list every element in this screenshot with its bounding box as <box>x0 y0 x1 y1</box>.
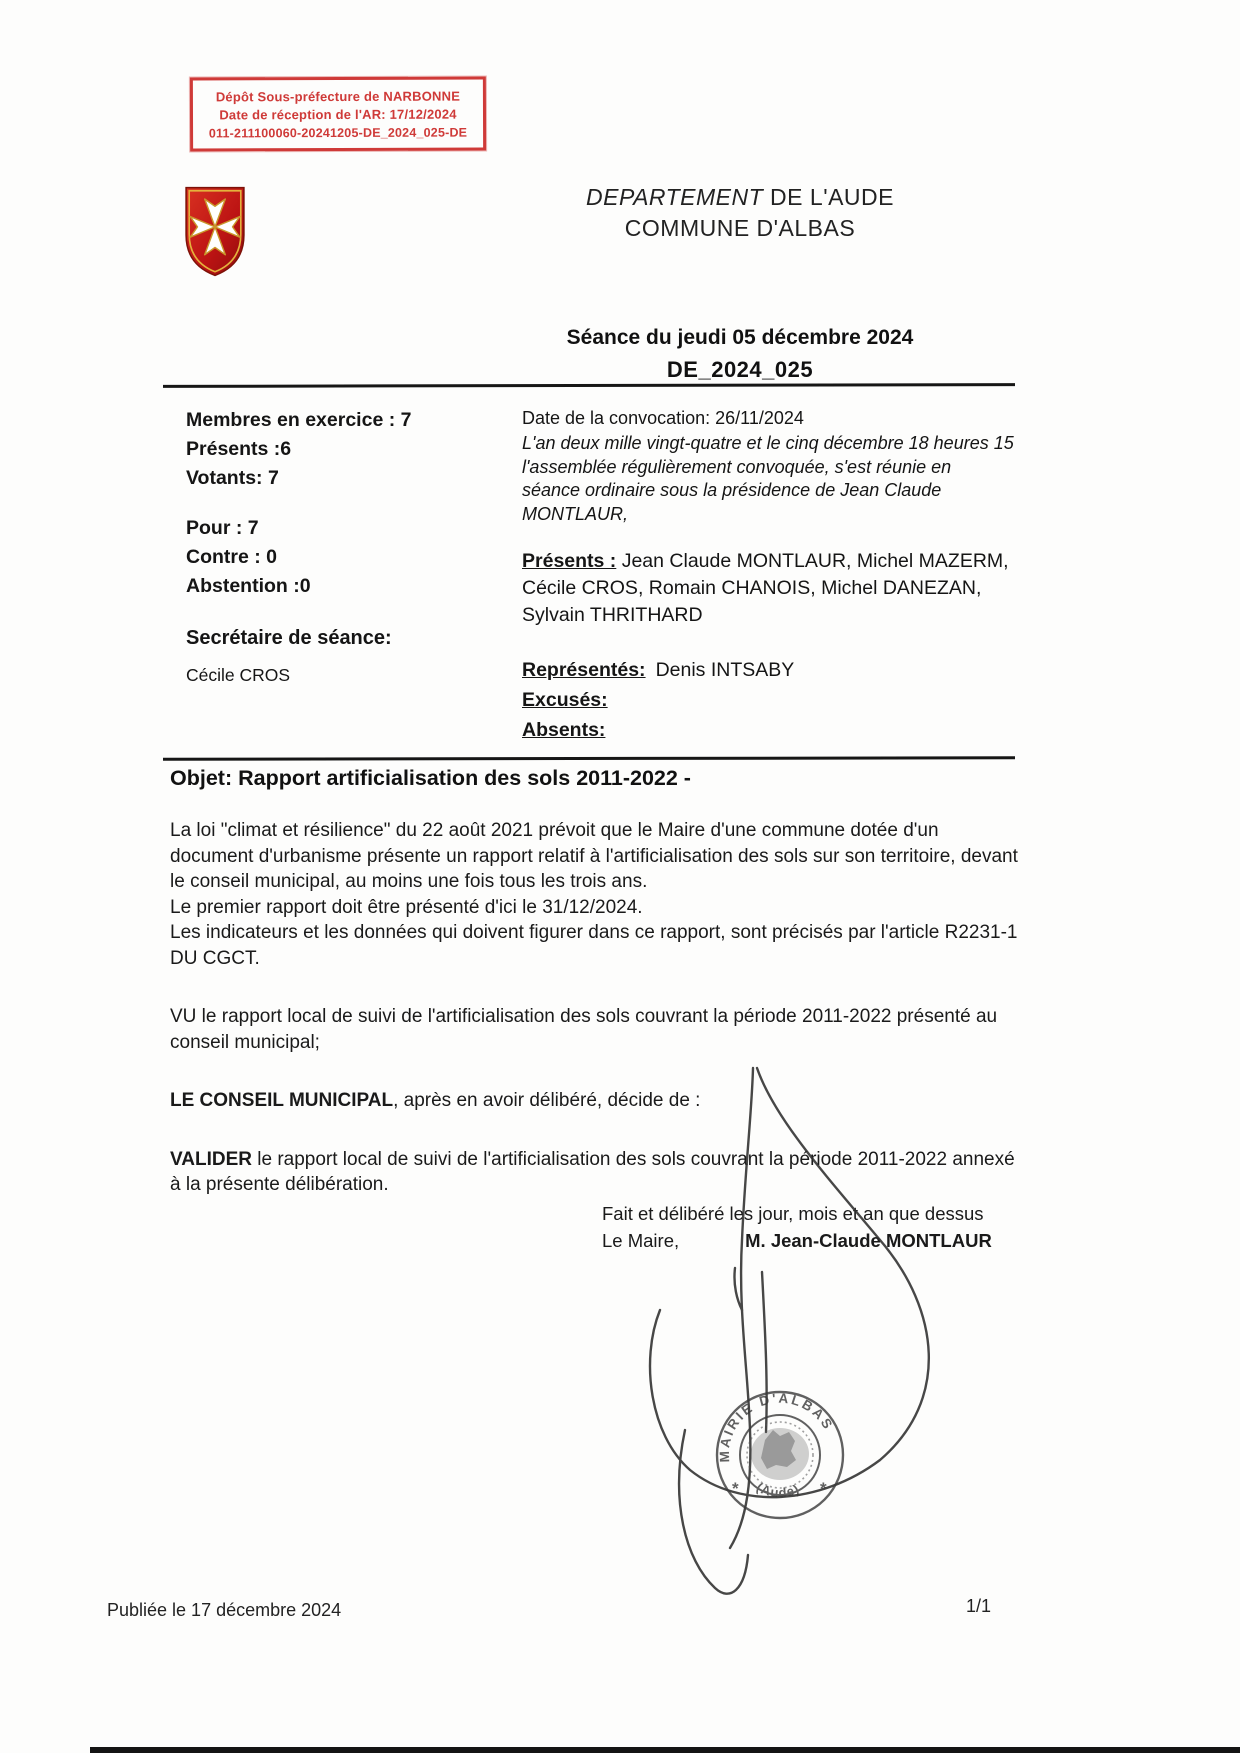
stamp-star-right: * <box>820 1479 827 1498</box>
mayor-label: Le Maire, <box>602 1230 680 1251</box>
votants-count: Votants: 7 <box>186 467 279 489</box>
contre-count: Contre : 0 <box>186 546 278 568</box>
department-title <box>470 182 1010 213</box>
body-paragraph-decision <box>170 1088 1020 1114</box>
scan-edge-artifact <box>90 1747 1240 1753</box>
representes-names: Denis INTSABY <box>655 659 795 681</box>
valider-bold: VALIDER <box>170 1148 252 1170</box>
deliberation-reference: DE_2024_025 <box>666 357 814 382</box>
commune-coat-of-arms <box>183 185 247 282</box>
excuses-label: Excusés: <box>522 689 608 711</box>
presents-names: Jean Claude MONTLAUR, Michel MAZERM, Cécile CROS, Romain CHANOIS, Michel DANEZAN, Sylvain THRITHARD <box>522 550 1009 626</box>
mayor-line <box>602 1227 992 1254</box>
object-heading: Objet: Rapport artificialisation des sols 2011-2022 - <box>170 766 691 790</box>
body-paragraph-indicators: Les indicateurs et les données qui doivent figurer dans ce rapport, sont précisés par l'article R2231-1 DU CGCT. <box>170 922 1018 969</box>
conseil-municipal-bold: LE CONSEIL MUNICIPAL <box>170 1090 394 1111</box>
department-rest: DE L'AUDE <box>763 184 894 210</box>
presents-count: Présents :6 <box>186 438 292 460</box>
prefecture-reception-stamp <box>190 76 486 151</box>
department-word: DEPARTEMENT <box>586 184 764 210</box>
convocation-date: Date de la convocation: 26/11/2024 <box>522 408 804 428</box>
reception-stamp-line1: Dépôt Sous-préfecture de NARBONNE <box>215 88 461 105</box>
body-paragraph-vu: VU le rapport local de suivi de l'artificialisation des sols couvrant la période 2011-2022 présenté au conseil municipal; <box>170 1006 998 1053</box>
body-paragraph-valider <box>170 1147 1020 1198</box>
body-paragraph-law: La loi "climat et résilience" du 22 août 2021 prévoit que le Maire d'une commune dotée d'un document d'urbanisme présente un rapport relatif à l'artificialisation des sols sur son territoire, devant le conseil municipal, au moins une fois tous les trois ans. <box>170 820 1018 892</box>
official-round-stamp <box>717 1391 843 1518</box>
session-recital: L'an deux mille vingt-quatre et le cinq décembre 18 heures 15 l'assemblée régulièrement convoquée, s'est réunie en séance ordinaire sous la présidence de Jean Claude MONTLAUR, <box>522 433 1014 524</box>
representes-label: Représentés: <box>522 659 646 681</box>
reception-stamp-line3: 011-211100060-20241205-DE_2024_025-DE <box>208 125 468 141</box>
convocation-block <box>522 406 1014 745</box>
decision-rest: , après en avoir délibéré, décide de : <box>393 1090 701 1111</box>
stamp-crest-blur <box>751 1428 809 1480</box>
vote-panel <box>186 406 486 690</box>
document-header <box>470 182 1010 244</box>
excuses-line <box>522 685 1014 715</box>
commune-title: COMMUNE D'ALBAS <box>624 215 856 241</box>
stamp-text-top: MAIRIE D'ALBAS <box>716 1390 837 1463</box>
stamp-star-left: * <box>732 1479 739 1498</box>
presents-list <box>522 548 1014 629</box>
spacer <box>186 601 486 622</box>
pour-count: Pour : 7 <box>186 517 259 539</box>
closing-formula: Fait et délibéré les jour, mois et an que dessus <box>602 1203 984 1224</box>
mayor-name: M. Jean-Claude MONTLAUR <box>745 1230 992 1251</box>
session-block <box>440 326 1040 383</box>
stamp-crest-figure <box>761 1430 796 1469</box>
closing-block <box>602 1200 992 1254</box>
presents-label: Présents : <box>522 550 617 572</box>
valider-rest: le rapport local de suivi de l'artificialisation des sols couvrant la période 2011-2022 annexé à la présente délibération. <box>170 1148 1015 1195</box>
spacer <box>186 493 486 514</box>
stamp-text-bottom: (Aude) <box>754 1479 802 1501</box>
secretaire-name: Cécile CROS <box>186 665 291 685</box>
page-number: 1/1 <box>966 1596 992 1616</box>
horizontal-rule-top <box>163 383 1015 388</box>
shield-maltese-cross-icon <box>183 185 247 277</box>
publication-date: Publiée le 17 décembre 2024 <box>107 1600 342 1620</box>
body-paragraph-deadline: Le premier rapport doit être présenté d'ici le 31/12/2024. <box>170 896 643 918</box>
reception-stamp-line2: Date de réception de l'AR: 17/12/2024 <box>219 106 457 123</box>
session-date-title: Séance du jeudi 05 décembre 2024 <box>566 326 914 349</box>
membres-en-exercice: Membres en exercice : 7 <box>186 409 412 431</box>
svg-text:MAIRIE D'ALBAS <box>717 1391 837 1463</box>
absents-line <box>522 715 1014 745</box>
horizontal-rule-object <box>163 756 1015 760</box>
representes-line <box>522 655 1014 685</box>
secretaire-label: Secrétaire de séance: <box>186 627 392 649</box>
absents-label: Absents: <box>522 719 606 741</box>
svg-text:(Aude) <box>754 1479 802 1500</box>
abstention-count: Abstention :0 <box>186 575 311 597</box>
deliberation-body <box>170 818 1020 1198</box>
